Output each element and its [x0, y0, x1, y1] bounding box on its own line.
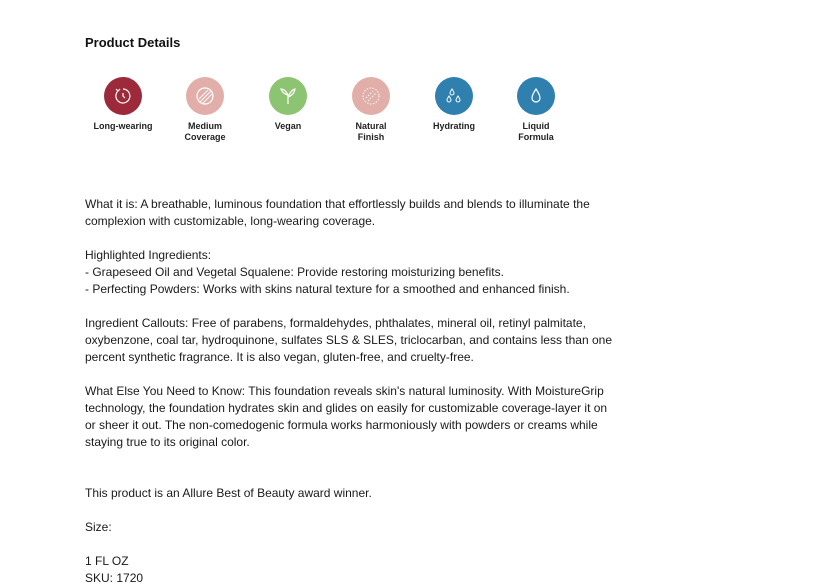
badge-label-line1: Natural	[355, 121, 387, 131]
badge-label-line2: Formula	[518, 132, 554, 142]
what-it-is-line: complexion with customizable, long-wearing coverage.	[85, 214, 376, 228]
ingredient-callouts-line: oxybenzone, coal tar, hydroquinone, sulfates SLS & SLES, triclocarban, and contains less than one	[85, 333, 612, 347]
product-description	[85, 196, 685, 585]
clock-refresh-icon	[104, 77, 142, 115]
leaf-icon	[269, 77, 307, 115]
sku-text: SKU: 1720	[85, 571, 144, 585]
natural-finish-icon	[352, 77, 390, 115]
badge-medium-coverage	[165, 77, 245, 143]
badge-label: Long-wearing	[93, 121, 153, 131]
coverage-icon	[186, 77, 224, 115]
badge-label: Vegan	[274, 121, 302, 131]
section-title: Product Details	[85, 35, 181, 50]
size-value: 1 FL OZ	[85, 554, 129, 568]
droplets-icon	[435, 77, 473, 115]
what-else-line: technology, the foundation hydrates skin and glides on easily for customizable coverage-layer it on	[85, 401, 608, 415]
highlighted-ingredient-item: - Perfecting Powders: Works with skins natural texture for a smoothed and enhanced finish.	[85, 282, 570, 296]
highlighted-ingredient-item: - Grapeseed Oil and Vegetal Squalene: Provide restoring moisturizing benefits.	[85, 265, 504, 279]
badge-hydrating	[414, 77, 494, 132]
ingredient-callouts-line: percent synthetic fragrance. It is also vegan, gluten-free, and cruelty-free.	[85, 350, 474, 364]
what-it-is-line: What it is: A breathable, luminous foundation that effortlessly builds and blends to illuminate the	[85, 197, 590, 211]
drop-icon	[517, 77, 555, 115]
badge-long-wearing	[83, 77, 163, 132]
badge-liquid-formula	[496, 77, 576, 143]
size-label: Size:	[85, 520, 112, 534]
award-text: This product is an Allure Best of Beauty award winner.	[85, 486, 372, 500]
badge-vegan	[248, 77, 328, 132]
badge-label-line2: Coverage	[184, 132, 226, 142]
what-else-line: staying true to its original color.	[85, 435, 250, 449]
what-else-line: What Else You Need to Know: This foundation reveals skin's natural luminosity. With MoistureGrip	[85, 384, 604, 398]
badge-label-line1: Liquid	[522, 121, 550, 131]
badge-label: Hydrating	[432, 121, 475, 131]
badge-natural-finish	[331, 77, 411, 143]
badge-label-line1: Medium	[187, 121, 222, 131]
what-else-line: or sheer it out. The non-comedogenic formula works harmoniously with powders or creams while	[85, 418, 598, 432]
badge-label-line2: Finish	[357, 132, 385, 142]
feature-badges	[85, 77, 645, 177]
highlighted-ingredients-heading: Highlighted Ingredients:	[85, 248, 212, 262]
ingredient-callouts-line: Ingredient Callouts: Free of parabens, formaldehydes, phthalates, mineral oil, retinyl palmitate,	[85, 316, 586, 330]
